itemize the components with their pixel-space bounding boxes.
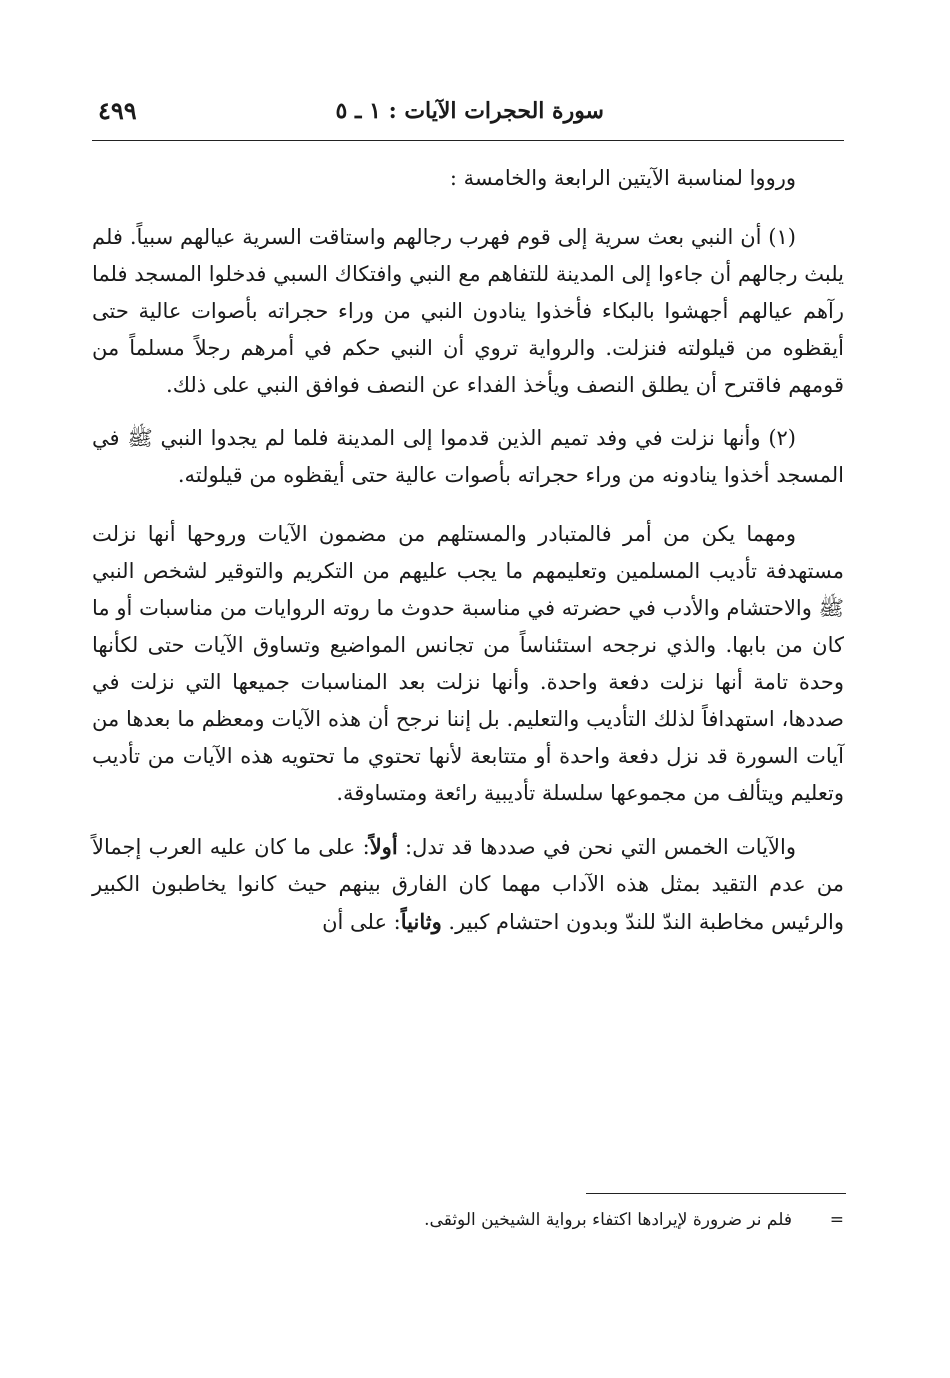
conclusion-text-1: والآيات الخمس التي نحن في صددها قد تدل:: [397, 835, 796, 859]
footnote-divider: [586, 1193, 846, 1194]
footnote: [92, 1206, 844, 1234]
bold-first-point: أولاً: [369, 834, 398, 859]
running-title: سورة الحجرات الآيات : ١ ـ ٥: [335, 98, 604, 124]
page-header: [92, 94, 844, 134]
paragraph-narration-2: (٢) وأنها نزلت في وفد تميم الذين قدموا إلى المدينة فلما لم يجدوا النبي ﷺ في المسجد أخذوا ينادونه من وراء حجراته بأصوات عالية حتى أيقظوه من قيلولته.: [92, 426, 844, 487]
header-divider: [92, 140, 844, 141]
main-text: [92, 160, 844, 957]
footnote-continuation-mark: =: [829, 1210, 844, 1230]
footnote-text: فلم نر ضرورة لإيرادها اكتفاء برواية الشيخين الوثقى.: [424, 1210, 792, 1230]
paragraph-conclusion: [92, 828, 844, 941]
conclusion-text-2: : على ما كان عليه العرب إجمالاً من عدم التقيد بمثل هذه الآداب مهما كان الفارق بينهم حيث كانوا يخاطبون الكبير والرئيس مخاطبة الندّ للندّ وبدون احتشام كبير.: [92, 835, 844, 934]
paragraph-narration-1: (١) أن النبي بعث سرية إلى قوم فهرب رجالهم واستاقت السرية عيالهم سبياً. فلم يلبث رجالهم أن جاءوا إلى المدينة للتفاهم مع النبي وافتكاك السبي فدخلوا المسجد فلما رآهم عيالهم أجهشوا بالبكاء فأخذوا ينادون النبي من وراء حجراته بأصوات عالية حتى أيقظوه من قيلولته فنزلت. والرواية تروي أن النبي حكم في أمرهم رجلاً مسلماً من قومهم فاقترح أن يطلق النصف ويأخذ الفداء عن النصف فوافق النبي على ذلك.: [92, 225, 844, 397]
page-number: ٤٩٩: [98, 96, 137, 125]
bold-second-point: وثانياً: [400, 909, 442, 934]
paragraph-commentary: ومهما يكن من أمر فالمتبادر والمستلهم من مضمون الآيات وروحها أنها نزلت مستهدفة تأديب المسلمين وتعليمهم ما يجب عليهم من التكريم والتوقير لشخص النبي ﷺ والاحتشام والأدب في حضرته في مناسبة حدوث ما روته الروايات من مناسبات أو ما كان من بابها. والذي نرجحه استئناساً من تجانس المواضيع وتساوق الآيات حتى لكأنها وحدة تامة أنها نزلت دفعة واحدة. وأنها نزلت بعد المناسبات جميعها التي نزلت في صددها، استهدافاً لذلك التأديب والتعليم. بل إننا نرجح أن هذه الآيات ومعظم ما بعدها من آيات السورة قد نزل دفعة واحدة أو متتابعة لأنها تحتوي ما تحتويه هذه الآيات من تأديب وتعليم ويتألف من مجموعها سلسلة تأديبية رائعة ومتساوقة.: [92, 522, 844, 805]
conclusion-text-3: : على أن: [322, 910, 401, 934]
paragraph-intro: ورووا لمناسبة الآيتين الرابعة والخامسة :: [449, 166, 796, 190]
